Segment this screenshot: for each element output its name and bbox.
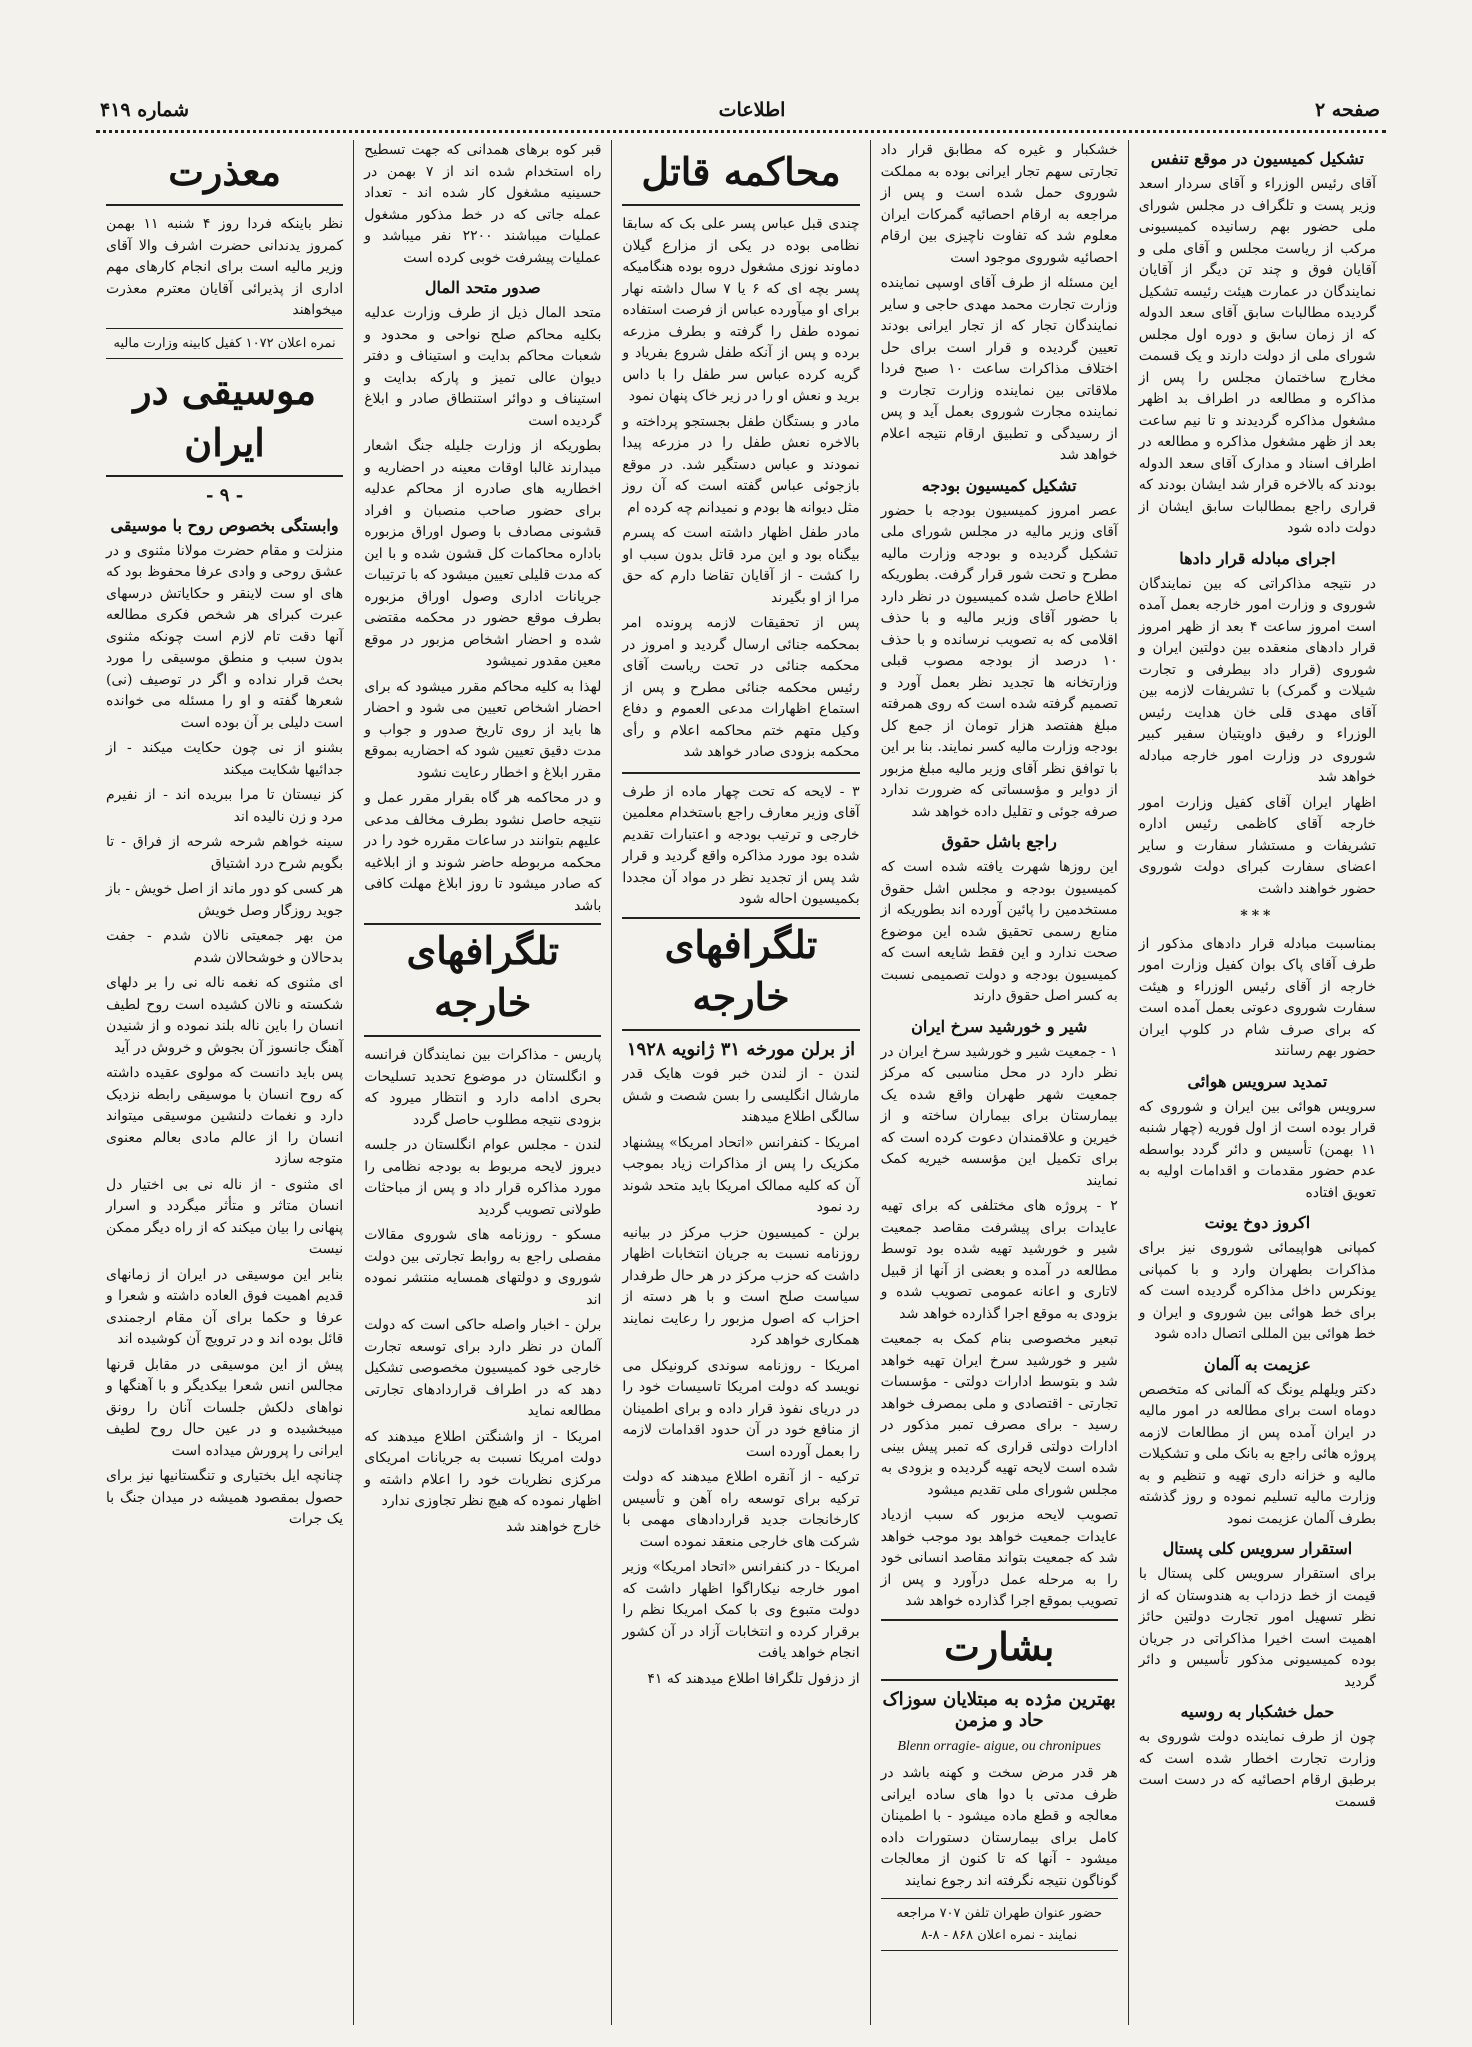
- music-body-5: بنابر این موسیقی در ایران از زمانهای قدیم اهمیت فوق العاده داشته و شعرا و عرفا و حکما برای آن مقام ارجمندی قائل بوده اند و در ترویج آن کوشیده اند: [105, 1266, 344, 1347]
- headline-commission: تشکیل کمیسیون در موقع تنفس: [1150, 149, 1365, 168]
- music-verse-2: کز نیستان تا مرا ببریده اند - از نفیرم مرد و زن نالیده اند: [105, 787, 344, 825]
- music-body-4: ای مثنوی - از ناله نی بی اختیار دل انسان متاثر و متأثر میگردد و اسرار پنهانی را بیان میکند که از راه دیگر ممکن نیست: [105, 1176, 344, 1257]
- article-trial-body-3: مادر طفل اظهار داشته است که پسرم بیگناه بود و این مرد قاتل بدون سبب او را کشت - از آقایان تقاضا دارم که حق مرا از او بگیرند: [622, 525, 860, 606]
- music-body-6: پیش از این موسیقی در مقابل قرنها مجالس انس شعرا بیکدیگر و با آهنگها و نواهای دلکش جلسات آنان را رونق میبخشیده و در عین حال روح لطیف ایرانی را پرورش میداده است: [105, 1356, 344, 1459]
- article-commission-body: آقای رئیس الوزراء و آقای سردار اسعد وزیر پست و تلگراف در مجلس شورای ملی حضور بهم رسانیده کمیسیونی مرکب از ریاست مجلس و آقای ملی و آقایان فوق و چند تن دیگر از آقایان نمایندگان در عمارت هیئت رئیسه تشکیل گردیده مطالبات سابق آقای سعد الدوله که از زمان سابق و دوره اول مجلس شورای ملی از دولت دارند و یک قسمت مخارج ساختمان مجلس را پس از مذاکره و مطالعه در اطراف بد اظهر مشغول مذاکره گردیدند و تا نیم ساعت بعد از ظهر مشغول مذاکره و مطالعه در اطراف اسناد و مدارک آقای سعد الدوله بودند که بالاخره قرار شد ایشان بودند که قراری راجع بمطالبات سابق ایشان از دولت داده شود: [1138, 176, 1376, 536]
- article-red-lion-closing: تصویب لایحه مزبور که سبب ازدیاد عایدات جمعیت خواهد بود موجب خواهد شد که جمعیت بتواند مقاصد انسانی خود را به مرحله عمل درآورد و پس از تصویب بموقع اجرا گذارده خواهد شد: [880, 1507, 1118, 1609]
- ad-body: هر قدر مرض سخت و کهنه باشد در ظرف مدتی با دوا های ساده ایرانی معالجه و قطع ماده میشود - با اطمینان کامل برای بیمارستان دستورات داده میشود - آنها که تا کنون از معالجات گوناگون نتیجه نگرفته اند رجوع نمایند: [880, 1765, 1118, 1889]
- article-departure-body: دکتر ویلهلم یونگ که آلمانی که متخصص دوماه است برای مطالعه در امور مالیه در ایران آمده پس از مطالعات لازمه پروژه هائی راجع به بانک ملی و تشکیلات مالیه و خزانه داری تهیه و تنظیم و به وزارت مالیه تسلیم نموده و روز گذشته بطرف آلمان عزیمت نمود: [1138, 1381, 1376, 1527]
- article-circular-body-4: و در محاکمه هر گاه بقرار مقرر عمل و نتیجه حاصل نشود بطرف مخالف مدعی علیهم بتوانند در ساعات مقرره خود را در محکمه مربوطه حاضر شوند و از ابلاغیه که صادر میشود تا روز ابلاغ مهلت کافی باشد: [364, 790, 602, 914]
- article-red-lion-item1: ۱ - جمعیت شیر و خورشید سرخ ایران در نظر دارد در محل مناسبی که مرکز جمعیت شهر طهران واقع شده یک بیمارستان برای بیماران ساخته و از خیرین و علاقمندان دعوت کرده است که برای تکمیل این مؤسسه خیریه کمک نمایند: [880, 1043, 1118, 1189]
- article-dinner-invite: بمناسبت مبادله قرار دادهای مذکور از طرف آقای پاک بوان کفیل وزارت امور خارجه از آقای رئیس الوزراء و هیئت سفارت شوروی دعوتی بعمل آمده است که برای صرف شام در کلوپ ایران حضور بهم رسانند: [1138, 935, 1376, 1059]
- headline-music-in-iran: موسیقی در ایران: [106, 365, 343, 477]
- article-treaty-attendees: اظهار ایران آقای کفیل وزارت امور خارجه آقای کاظمی رئیس اداره تشریفات و مستشار سفارت و سایر اعضای سفارت کبرای دولت شوروی حضور خواهند داشت: [1138, 794, 1376, 897]
- music-body-7: چنانچه ایل بختیاری و تنگستانیها نیز برای حصول بمقصود همیشه در میدان جنگ با یک جرات: [105, 1468, 344, 1527]
- article-red-lion-stamp: تبعیر مخصوصی بنام کمک به جمعیت شیر و خورشید سرخ ایران تهیه خواهد شد و بتوسط ادارات دولتی - مؤسسات تجارتی - اقتصادی و ملی بمصرف خواهد رسید - برای مصرف تمبر مذکور در ادارات دولتی قراری که تمبر پیش بینی شده است لایحه تهیه گردیده و بزودی به مجلس شورای ملی تقدیم میشود: [880, 1331, 1118, 1498]
- apology-body: نظر باینکه فردا روز ۴ شنبه ۱۱ بهمن کمروز یدندانی حضرت اشرف والا آقای وزیر مالیه است برای انجام کارهای مهم اداری از پذیرائی آقایان معترم معذرت میخواهند: [105, 216, 344, 318]
- ad-contact-notice: حضور عنوان طهران تلفن ۷۰۷ مراجعه نمایند - نمره اعلان ۸۶۸ - ۸-۸: [881, 1898, 1118, 1951]
- headline-dried-fruit: حمل خشکبار به روسیه: [1180, 1702, 1335, 1721]
- music-body-2: ای مثنوی که نغمه ناله نی را بر دلهای شکسته و نالان کشیده است روح لطیف انسان را باین ناله بلند نموده و از شنیدن آهنگ جانسوز آن بجوش و خروش در آید: [105, 975, 344, 1056]
- telegram-berlin-2: برلن - اخبار واصله حاکی است که دولت آلمان در نظر دارد برای توسعه تجارت خارجی خود کمیسیون مخصوصی تشکیل دهد که در اطراف قراردادهای تجارتی مطالعه نماید: [364, 1317, 602, 1419]
- ad-good-news-title: بشارت: [881, 1619, 1118, 1681]
- article-trial-body-1: چندی قبل عباس پسر علی بک که سابقا نظامی بوده در یکی از مزارع گیلان دماوند نوزی مشغول دروه بوده هنگامیکه پسر بچه ای که ۶ یا ۷ سال داشته نهار برای او میآورده عباس از فرصت استفاده نموده طفل را گرفته و بطرف مزرعه برده و پس از آنکه طفل شروع بفریاد و گریه کرده عباس سر طفل را با داس برید و نعش او را در زیر خاک پنهان نمود: [622, 216, 860, 404]
- article-trial-body-4: پس از تحقیقات لازمه پرونده امر بمحکمه جنائی ارسال گردید و امروز در محکمه جنائی در تحت ریاست آقای رئیس محکمه جنائی مطرح و پس از استماع اظهارات مدعی العموم و دفاع وکیل متهم ختم محاکمه اعلام و رأی محکمه بزودی صادر خواهد شد: [622, 615, 860, 760]
- telegram-america-4: امریکا - از واشنگتن اطلاع میدهند که دولت امریکا نسبت به جریانات امریکای مرکزی نظریات خود را اعلام داشته و اظهار نموده که هیچ نظر تجاوزی ندارد: [364, 1428, 602, 1509]
- column-4: [354, 140, 612, 2025]
- column-5: [96, 140, 354, 2025]
- headline-murder-trial: محاکمه قاتل: [622, 146, 859, 206]
- music-body-1: منزلت و مقام حضرت مولانا مثنوی و در عشق روحی و وادی عرفا محفوظ بود که های او ست لاینقر و حکایاتش درسهای عبرت کبرای هر شخص فکری مطالعه آنها دقت تام لازم است چونکه مثنوی بدون سبب و منطق موسیقی را مورد بحث قرار نداده و اگر در توصیف (نی) شعرها گفته و او را مسئله می خوانده است دلیلی بر آن بوده است: [105, 542, 344, 731]
- telegram-closing: خارج خواهند شد: [505, 1518, 602, 1535]
- article-red-lion-item2: ۲ - پروژه های مختلفی که برای تهیه عایدات برای پیشرفت مقاصد جمعیت شیر و خورشید تهیه شده بود توسط مطالعه در آمده و بعضی از آنها از قبیل لاتاری و اعانه عمومی تصویب شده و بزودی به موقع اجرا گذارده خواهد شد: [880, 1198, 1118, 1322]
- telegram-berlin: برلن - کمیسیون حزب مرکز در بیانیه روزنامه نسبت به جریان انتخابات اظهار داشت که حزب مرکز در هر حال طرفدار سیاست صلح است و با هر دسته از احزاب که اصول مزبور را رعایت نمایند همکاری خواهد کرد: [622, 1224, 860, 1348]
- article-road-workers: قبر کوه برهای همدانی که جهت تسطیح راه استخدام شده اند از ۷ بهمن در حسینیه مشغول کار شده اند - تعداد عمله جاتی که در خط مذکور مشغول عملیات میباشند ۲۲۰۰ نفر میباشد و عملیات پیشرفت خوبی کرده است: [364, 142, 602, 266]
- music-verse-5: من بهر جمعیتی نالان شدم - جفت بدحالان و خوشحالان شدم: [105, 928, 344, 966]
- column-3: [612, 140, 870, 2025]
- headline-salary-scale: راجع باشل حقوق: [941, 832, 1057, 851]
- headline-postal-service: استقرار سرویس کلی پستال: [1162, 1539, 1353, 1558]
- headline-air-service: تمدید سرویس هوائی: [1187, 1071, 1328, 1091]
- headline-treaty-exchange: اجرای مبادله قرار دادها: [1179, 548, 1336, 568]
- columns: [96, 140, 1386, 2025]
- music-verse-1: بشنو از نی چون حکایت میکند - از جدائیها شکایت میکند: [105, 740, 344, 778]
- article-aviation-body: کمپانی هواپیمائی شوروی نیز برای مذاکرات بطهران وارد و با کمپانی یونکرس داخل مذاکره گردیده است که برای خط هوائی بین شوروی و ایران و خط هوائی بین المللی اتصال داده شود: [1138, 1240, 1376, 1342]
- section-separator: ***: [1240, 908, 1275, 924]
- column-2: [871, 140, 1129, 2025]
- headline-budget-commission: تشکیل کمیسیون بودجه: [921, 475, 1077, 495]
- telegram-paris: پاریس - مذاکرات بین نمایندگان فرانسه و انگلستان در موضوع تحدید تسلیحات بحری ادامه دارد و انتظار میرود که بزودی نتیجه مطلوب حاصل گردد: [364, 1047, 602, 1128]
- article-budget-body: عصر امروز کمیسیون بودجه با حضور آقای وزیر مالیه در مجلس شورای ملی تشکیل گردیده و بودجه وزارت مالیه مطرح و تحت شور قرار گرفت. بطوریکه اطلاع حاصل شده کمیسیون در نظر دارد با حضور آقای وزیر مالیه و با حذف اقلامی که به تصویب نرسانده و با حذف ۱۰ درصد از بودجه مصوب قبلی وزارتخانه ها تجدید نظر بعمل آورد و تصمیم گرفته شده است که روی همرفته مبلغ هفتصد هزار تومان از جمع کل بودجه وزارت مالیه کسر نمایند. بنا بر این با توافق نظر آقای وزیر مالیه مبلغ مزبور از دوایر و مؤسساتی که ضرورت ندارد صرفه جوئی و تقلیل داده خواهد شد: [880, 502, 1118, 820]
- telegram-america-1: امریکا - کنفرانس «اتحاد امریکا» پیشنهاد مکزیک را پس از مذاکرات زیاد بموجب آن که کلیه ممالک امریکا باید متحد شوند رد نمود: [622, 1134, 860, 1215]
- ad-latin-line: Blenn orragie- aigue, ou chronipues: [897, 1738, 1101, 1754]
- music-verse-3: سینه خواهم شرحه شرحه از فراق - تا بگویم شرح درد اشتیاق: [105, 834, 344, 872]
- headline-foreign-telegrams-2: تلگرافهای خارجه: [364, 923, 601, 1037]
- article-trial-body-2: مادر و بستگان طفل بجستجو پرداخته و بالاخره نعش طفل را در مزرعه پیدا نمودند و عباس دستگیر شد. در موقع بازجوئی عباس گفته است که آن روز مثل دیوانه ها بودم و نمیدانم چه کرده ام: [622, 413, 860, 516]
- headline-music-soul: وابستگی بخصوص روح با موسیقی: [110, 515, 339, 535]
- masthead: [100, 92, 1380, 128]
- article-air-service-body: سرویس هوائی بین ایران و شوروی که قرار بوده است از اول فوریه (چهار شنبه ۱۱ بهمن) تأسیس و دائر گردد بواسطه عدم حضور مقدمات و اقدامات اولیه به تعویق افتاده: [1138, 1098, 1376, 1201]
- telegram-london: لندن - از لندن خبر فوت هایک قدر مارشال انگلیسی را بسن شصت و شش سالگی اطلاع میدهند: [622, 1066, 860, 1125]
- page-number: صفحه ۲: [1314, 99, 1380, 121]
- article-dried-fruit-body: چون از طرف نماینده دولت شوروی به وزارت تجارت اخطار شده است که برطبق ارقام احصائیه که در دست است قسمت: [1138, 1729, 1376, 1810]
- telegram-dezful: از دزفول تلگرافا اطلاع میدهند که ۴۱: [647, 1670, 860, 1687]
- section-rule: [622, 772, 859, 774]
- series-number: - ۹ -: [206, 485, 244, 506]
- telegram-dateline: از برلن مورخه ۳۱ ژانویه ۱۹۲۸: [626, 1038, 856, 1060]
- article-circular-body-3: لهذا به کلیه محاکم مقرر میشود که برای احضار اشخاص تعیین می شود و احضار ها باید از روی تاریخ صدور و جواب و مدت دقیق تعیین شود که احضاریه بموقع مقرر ابلاغ و اخطار رعایت نشود: [364, 678, 602, 781]
- article-circular-body-1: متحد المال ذیل از طرف وزارت عدلیه بکلیه محاکم صلح نواحی و محدود و شعبات محاکم بدایت و استیناف و دفتر دیوان عالی تمیز و پارکه بدایت و استیناف و دوائر استنطاق صادر و ابلاغ گردیده است: [364, 305, 602, 429]
- article-salary-body: این روزها شهرت یافته شده است که کمیسیون بودجه و مجلس اشل حقوق مستخدمین را پائین آورده اند بطوریکه از منابع رسمی تحقیق شده این موضوع صحت ندارد و این فقط شایعه است که کمیسیون بودجه و دولت تصمیمی نسبت به کسر اصل حقوق دارند: [880, 859, 1118, 1004]
- telegram-turkey: ترکیه - از آنقره اطلاع میدهند که دولت ترکیه برای توسعه راه آهن و تأسیس کارخانجات جدید قراردادهای مهمی با شرکت های خارجی منعقد نموده است: [622, 1469, 860, 1550]
- telegram-london-2: لندن - مجلس عوام انگلستان در جلسه دیروز لایحه مربوط به بودجه نظامی را مورد مذاکره قرار داد و پس از مباحثات طولانی تصویب گردید: [364, 1137, 602, 1218]
- telegram-moscow: مسکو - روزنامه های شوروی مقالات مفصلی راجع به روابط تجارتی بین دولت شوروی و دولتهای همسایه منتشر نموده اند: [364, 1227, 602, 1308]
- article-postal-body: برای استقرار سرویس کلی پستال با قیمت از خط دزداب به هندوستان که از نظر تسهیل امور تجارت دولتین حائز اهمیت است اخیرا مذاکراتی در جریان بوده کمیسیونی مذکور تأسیس و دائر گردید: [1138, 1566, 1376, 1690]
- headline-aviation-company: اکروز دوخ یونت: [1204, 1213, 1311, 1232]
- telegram-america-3: امریکا - در کنفرانس «اتحاد امریکا» وزیر امور خارجه نیکاراگوا اظهار داشت که دولت متبوع وی با کمک امریکا نظم را برقرار کرده و انتخابات آزاد در آن کشور انجام خواهد یافت: [622, 1559, 860, 1661]
- headline-red-lion-sun: شیر و خورشید سرخ ایران: [911, 1016, 1088, 1036]
- headline-departure-germany: عزیمت به آلمان: [1203, 1354, 1311, 1374]
- telegram-america-2: امریکا - روزنامه سوندی کرونیکل می نویسد که دولت امریکا تاسیسات خود را در دریای نفوذ قرار داده و برای اطمینان از منافع خود در آن حدود اقدامات لازمه را بعمل آورده است: [622, 1357, 860, 1460]
- issue-number: شماره ۴۱۹: [100, 99, 190, 121]
- ad-subtitle: بهترین مژده به مبتلایان سوزاک حاد و مزمن: [882, 1688, 1116, 1731]
- music-verse-4: هر کسی کو دور ماند از اصل خویش - باز جوید روزگار وصل خویش: [105, 881, 344, 919]
- music-body-3: پس باید دانست که مولوی عقیده داشته که روح انسان با موسیقی رابطه نزدیک دارد و نغمات دلنشین موسیقی میتواند انسان را از عالم مادی بعالم معنوی متوجه سازد: [105, 1065, 344, 1167]
- headline-foreign-telegrams: تلگرافهای خارجه: [622, 917, 859, 1031]
- article-treaty-body: در نتیجه مذاکراتی که بین نمایندگان شوروی و وزارت امور خارجه بعمل آمده است امروز ساعت ۴ بعد از ظهر امروز قرار دادهای منعقده بین دولتین ایران و شوروی (قرار داد بیطرفی و تجارت شیلات و گمرک) با تشریفات لازمه بین آقای مهدی قلی خان هدایت رئیس الوزراء و رفیق داویتیان سفیر کبیر شوروی در وزارت امور خارجه مبادله خواهد شد: [1138, 575, 1376, 785]
- apology-notice: نمره اعلان ۱۰۷۲ کفیل کابینه وزارت مالیه: [106, 328, 343, 360]
- masthead-dotted-rule: [96, 130, 1386, 133]
- headline-apology: معذرت: [106, 146, 343, 206]
- article-trade-meeting: این مسئله از طرف آقای اوسپی نماینده وزارت تجارت محمد مهدی حاجی و سایر نمایندگان تجار که از تجار ایرانی بودند تعیین گردیده و قرار است برای حل اختلاف مذاکرات ساعت ۱۰ صبح فردا ملاقاتی بین نماینده وزارت تجارت و نماینده مجارت شوروی بعمل آید و پس از رسیدگی و تطبیق ارقام نتیجه اعلام خواهد شد: [880, 275, 1118, 463]
- newspaper-name: اطلاعات: [718, 99, 786, 121]
- article-trade-continued: خشکبار و غیره که مطابق قرار داد تجارتی سهم تجار ایرانی بوده به مملکت شوروی حمل شده است و پس از مراجعه به ارقام احصائیه گمرکات ایران معلوم شد که تفاوت ناچیزی بین ارقام احصائیه شوروی موجود است: [880, 142, 1118, 266]
- article-circular-body-2: بطوریکه از وزارت جلیله جنگ اشعار میدارند غالبا اوقات معینه در احضاریه و اخطاریه های صادره از محاکم عدلیه برای حضور صاحب منصبان و افراد قشونی مصادف با وصول اوراق مزبوره باداره محاکمات کل قشون شده و با این که مدت قلیلی تعیین میشود که با ترتیبات جریانات اداری وصول اوراق مزبوره بطرف موقع حضور در محکمه مقتضی شده و احضار اشخاص مزبور در موقع معین مقدور نمیشود: [364, 438, 602, 669]
- column-1: [1129, 140, 1386, 2025]
- article-education-bill: ۳ - لایحه که تحت چهار ماده از طرف آقای وزیر معارف راجع باستخدام معلمین خارجی و ترتیب بودجه و اعتبارات تقدیم شده بود مورد مذاکره واقع گردید و قرار شد پس از تجدید نظر در مواد آن مجددا بکمیسیون احاله شود: [622, 783, 860, 907]
- headline-circular: صدور متحد المال: [424, 278, 541, 297]
